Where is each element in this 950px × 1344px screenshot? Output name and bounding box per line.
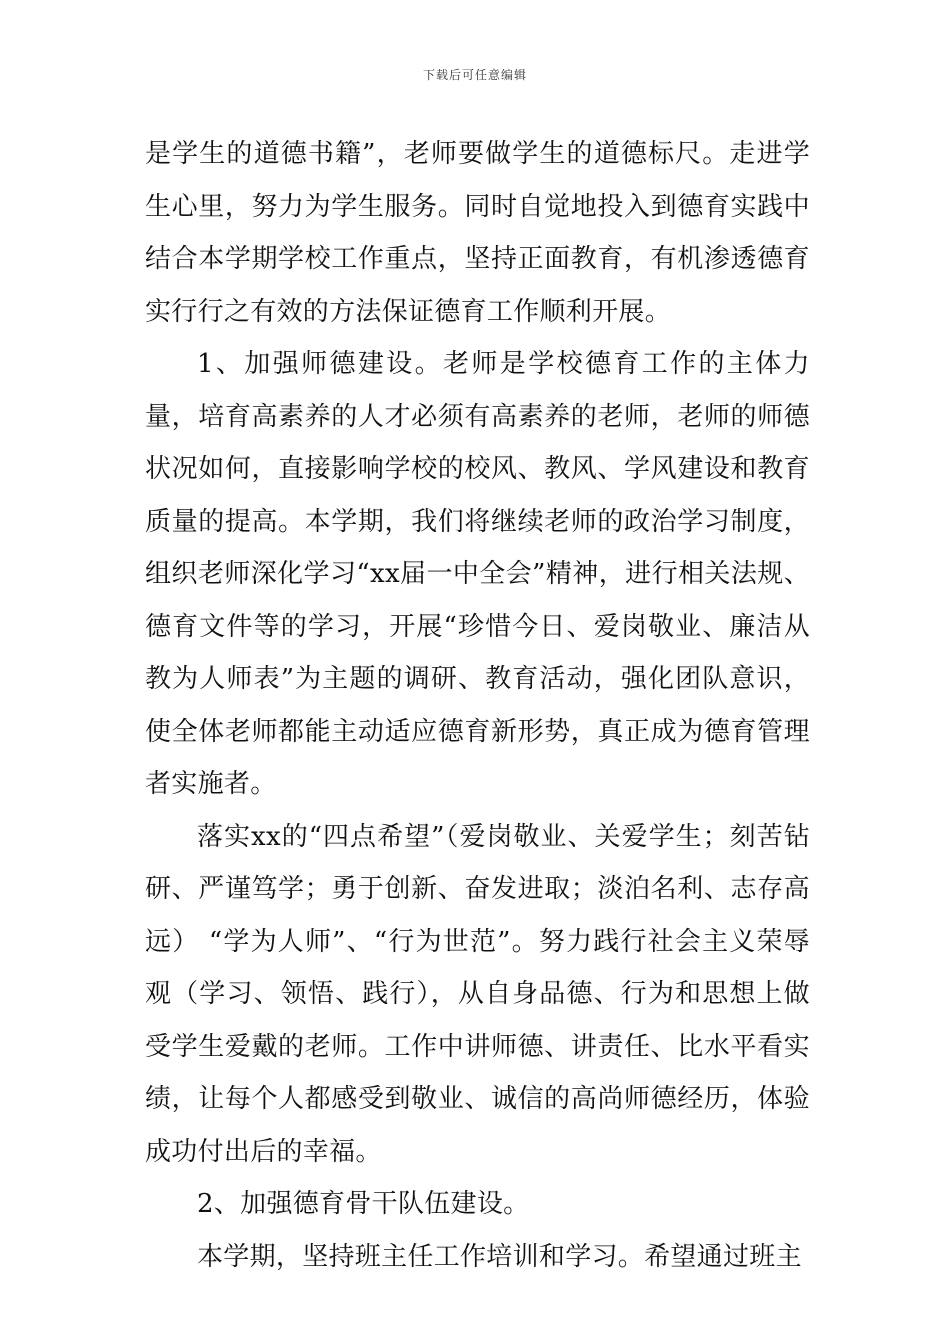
- paragraph-class-teacher-training: 本学期，坚持班主任工作培训和学习。希望通过班主: [197, 1241, 802, 1272]
- paragraph-four-hopes: 落实xx的“四点希望”（爱岗敬业、关爱学生；刻苦钻研、严谨笃学；勇于创新、奋发进取；淡泊名利、志存高远） “学为人师”、“行为世范”。努力践行社会主义荣辱观（学习、领悟、践行），从自身品德、行为和思想上做受学生爱戴的老师。工作中讲师德、讲责任、比水平看实绩，让每个人都感受到敬业、诚信的高尚师德经历，体验成功付出后的幸福。: [145, 821, 810, 1167]
- paragraph-continuation: 是学生的道德书籍”，老师要做学生的道德标尺。走进学生心里，努力为学生服务。同时自觉地投入到德育实践中结合本学期学校工作重点，坚持正面教育，有机渗透德育实行行之有效的方法保证德育工作顺利开展。: [145, 139, 810, 327]
- page-header: 下载后可任意编辑: [422, 68, 527, 82]
- paragraph-teacher-ethics: 1、加强师德建设。老师是学校德育工作的主体力量，培育高素养的人才必须有高素养的老师，老师的师德状况如何，直接影响学校的校风、教风、学风建设和教育质量的提高。本学期，我们将继续老师的政治学习制度，组织老师深化学习“xx届一中全会”精神，进行相关法规、德育文件等的学习，开展“珍惜今日、爱岗敬业、廉洁从教为人师表”为主题的调研、教育活动，强化团队意识，使全体老师都能主动适应德育新形势，真正成为德育管理者实施者。: [145, 349, 810, 799]
- paragraph-moral-team-heading: 2、加强德育骨干队伍建设。: [197, 1189, 530, 1219]
- document-body: [145, 128, 810, 1283]
